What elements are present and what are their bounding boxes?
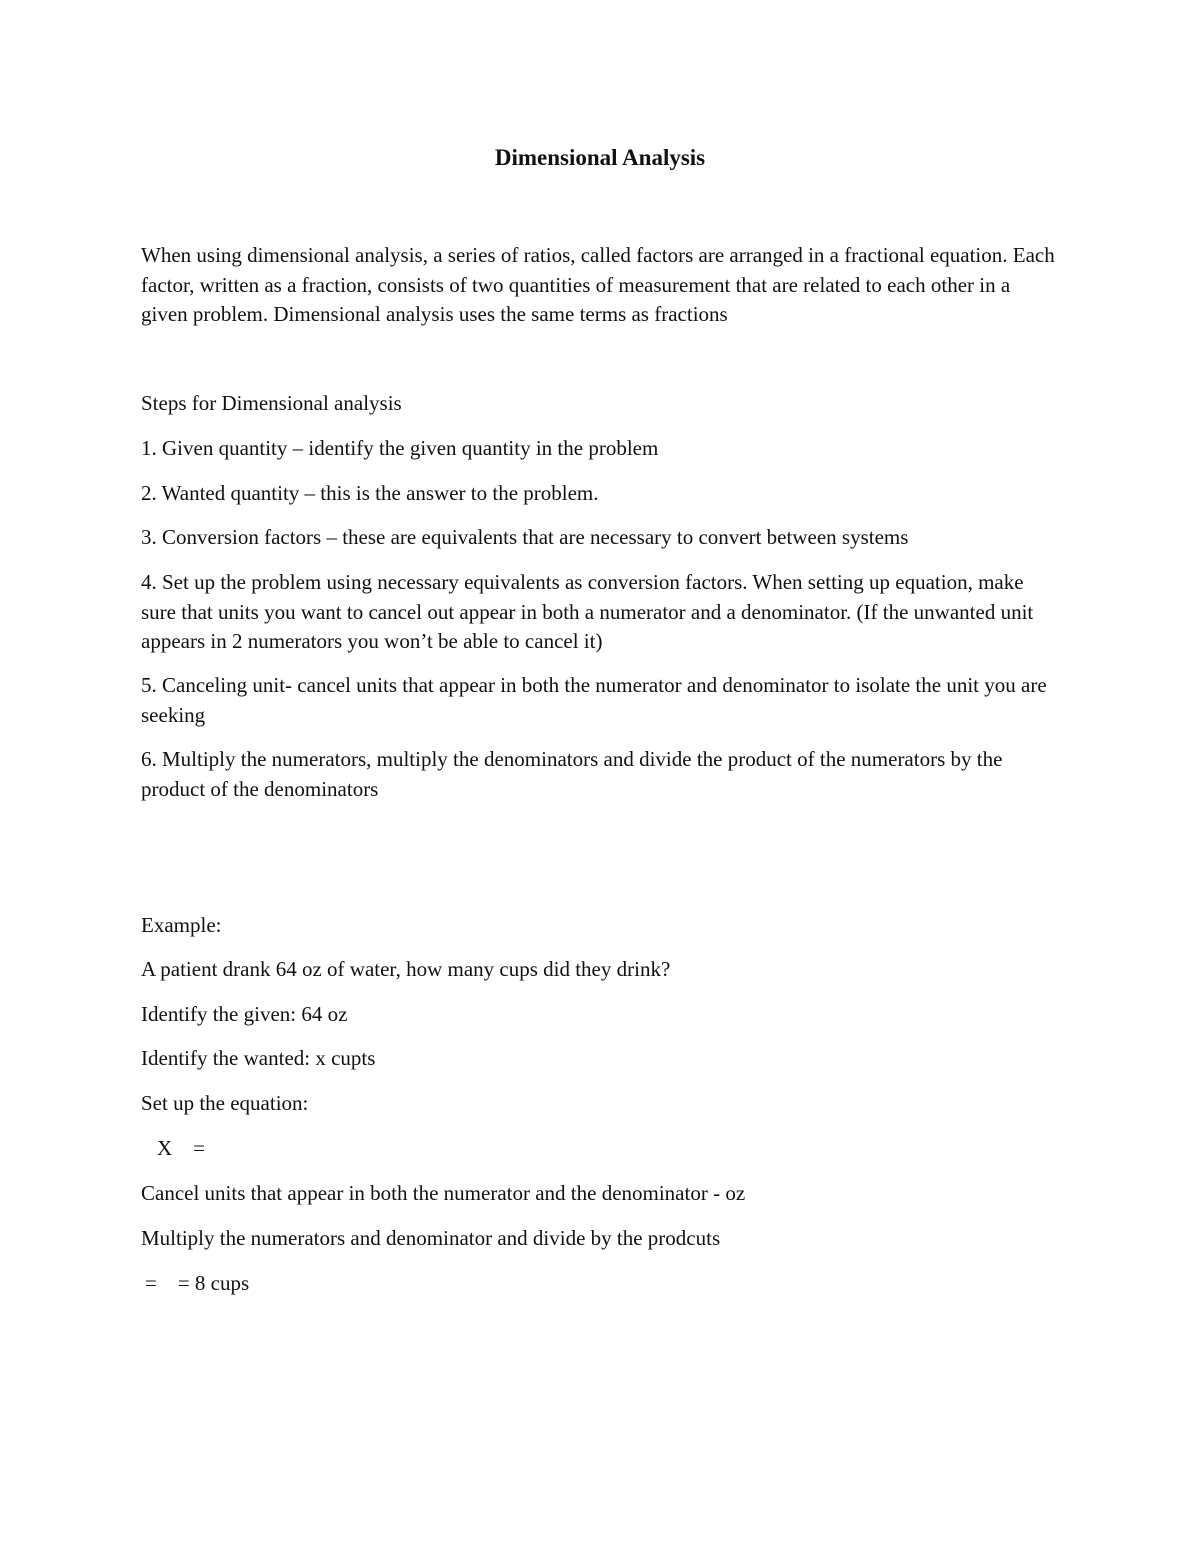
example-cancel: Cancel units that appear in both the numerator and the denominator - oz xyxy=(141,1181,746,1205)
step-item-4: 4. Set up the problem using necessary equivalents as conversion factors. When setting up equation, make sure that units you want to cancel out appear in both a numerator and a denominator. (If the unwanted unit appears in 2 numerators you won’t be able to cancel it) xyxy=(141,570,1034,653)
steps-heading: Steps for Dimensional analysis xyxy=(141,391,402,415)
example-problem: A patient drank 64 oz of water, how many cups did they drink? xyxy=(141,957,671,981)
step-item-5: 5. Canceling unit- cancel units that appear in both the numerator and denominator to isolate the unit you are seeking xyxy=(141,673,1047,727)
example-wanted: Identify the wanted: x cupts xyxy=(141,1046,376,1070)
intro-paragraph: When using dimensional analysis, a series of ratios, called factors are arranged in a fractional equation. Each factor, written as a fraction, consists of two quantities of measurement that are related to each other in a given problem. Dimensional analysis uses the same terms as fractions xyxy=(141,243,1055,326)
document-title: Dimensional Analysis xyxy=(494,145,706,170)
step-item-2: 2. Wanted quantity – this is the answer to the problem. xyxy=(141,481,599,505)
example-given: Identify the given: 64 oz xyxy=(141,1002,348,1026)
step-item-3: 3. Conversion factors – these are equivalents that are necessary to convert between systems xyxy=(141,525,909,549)
example-result: = = 8 cups xyxy=(145,1271,250,1295)
example-setup: Set up the equation: xyxy=(141,1091,309,1115)
example-heading: Example: xyxy=(141,913,222,937)
step-item-6: 6. Multiply the numerators, multiply the denominators and divide the product of the numerators by the product of the denominators xyxy=(141,747,1003,801)
example-equation: X = xyxy=(157,1136,206,1160)
example-multiply: Multiply the numerators and denominator and divide by the prodcuts xyxy=(141,1226,721,1250)
step-item-1: 1. Given quantity – identify the given quantity in the problem xyxy=(141,436,659,460)
